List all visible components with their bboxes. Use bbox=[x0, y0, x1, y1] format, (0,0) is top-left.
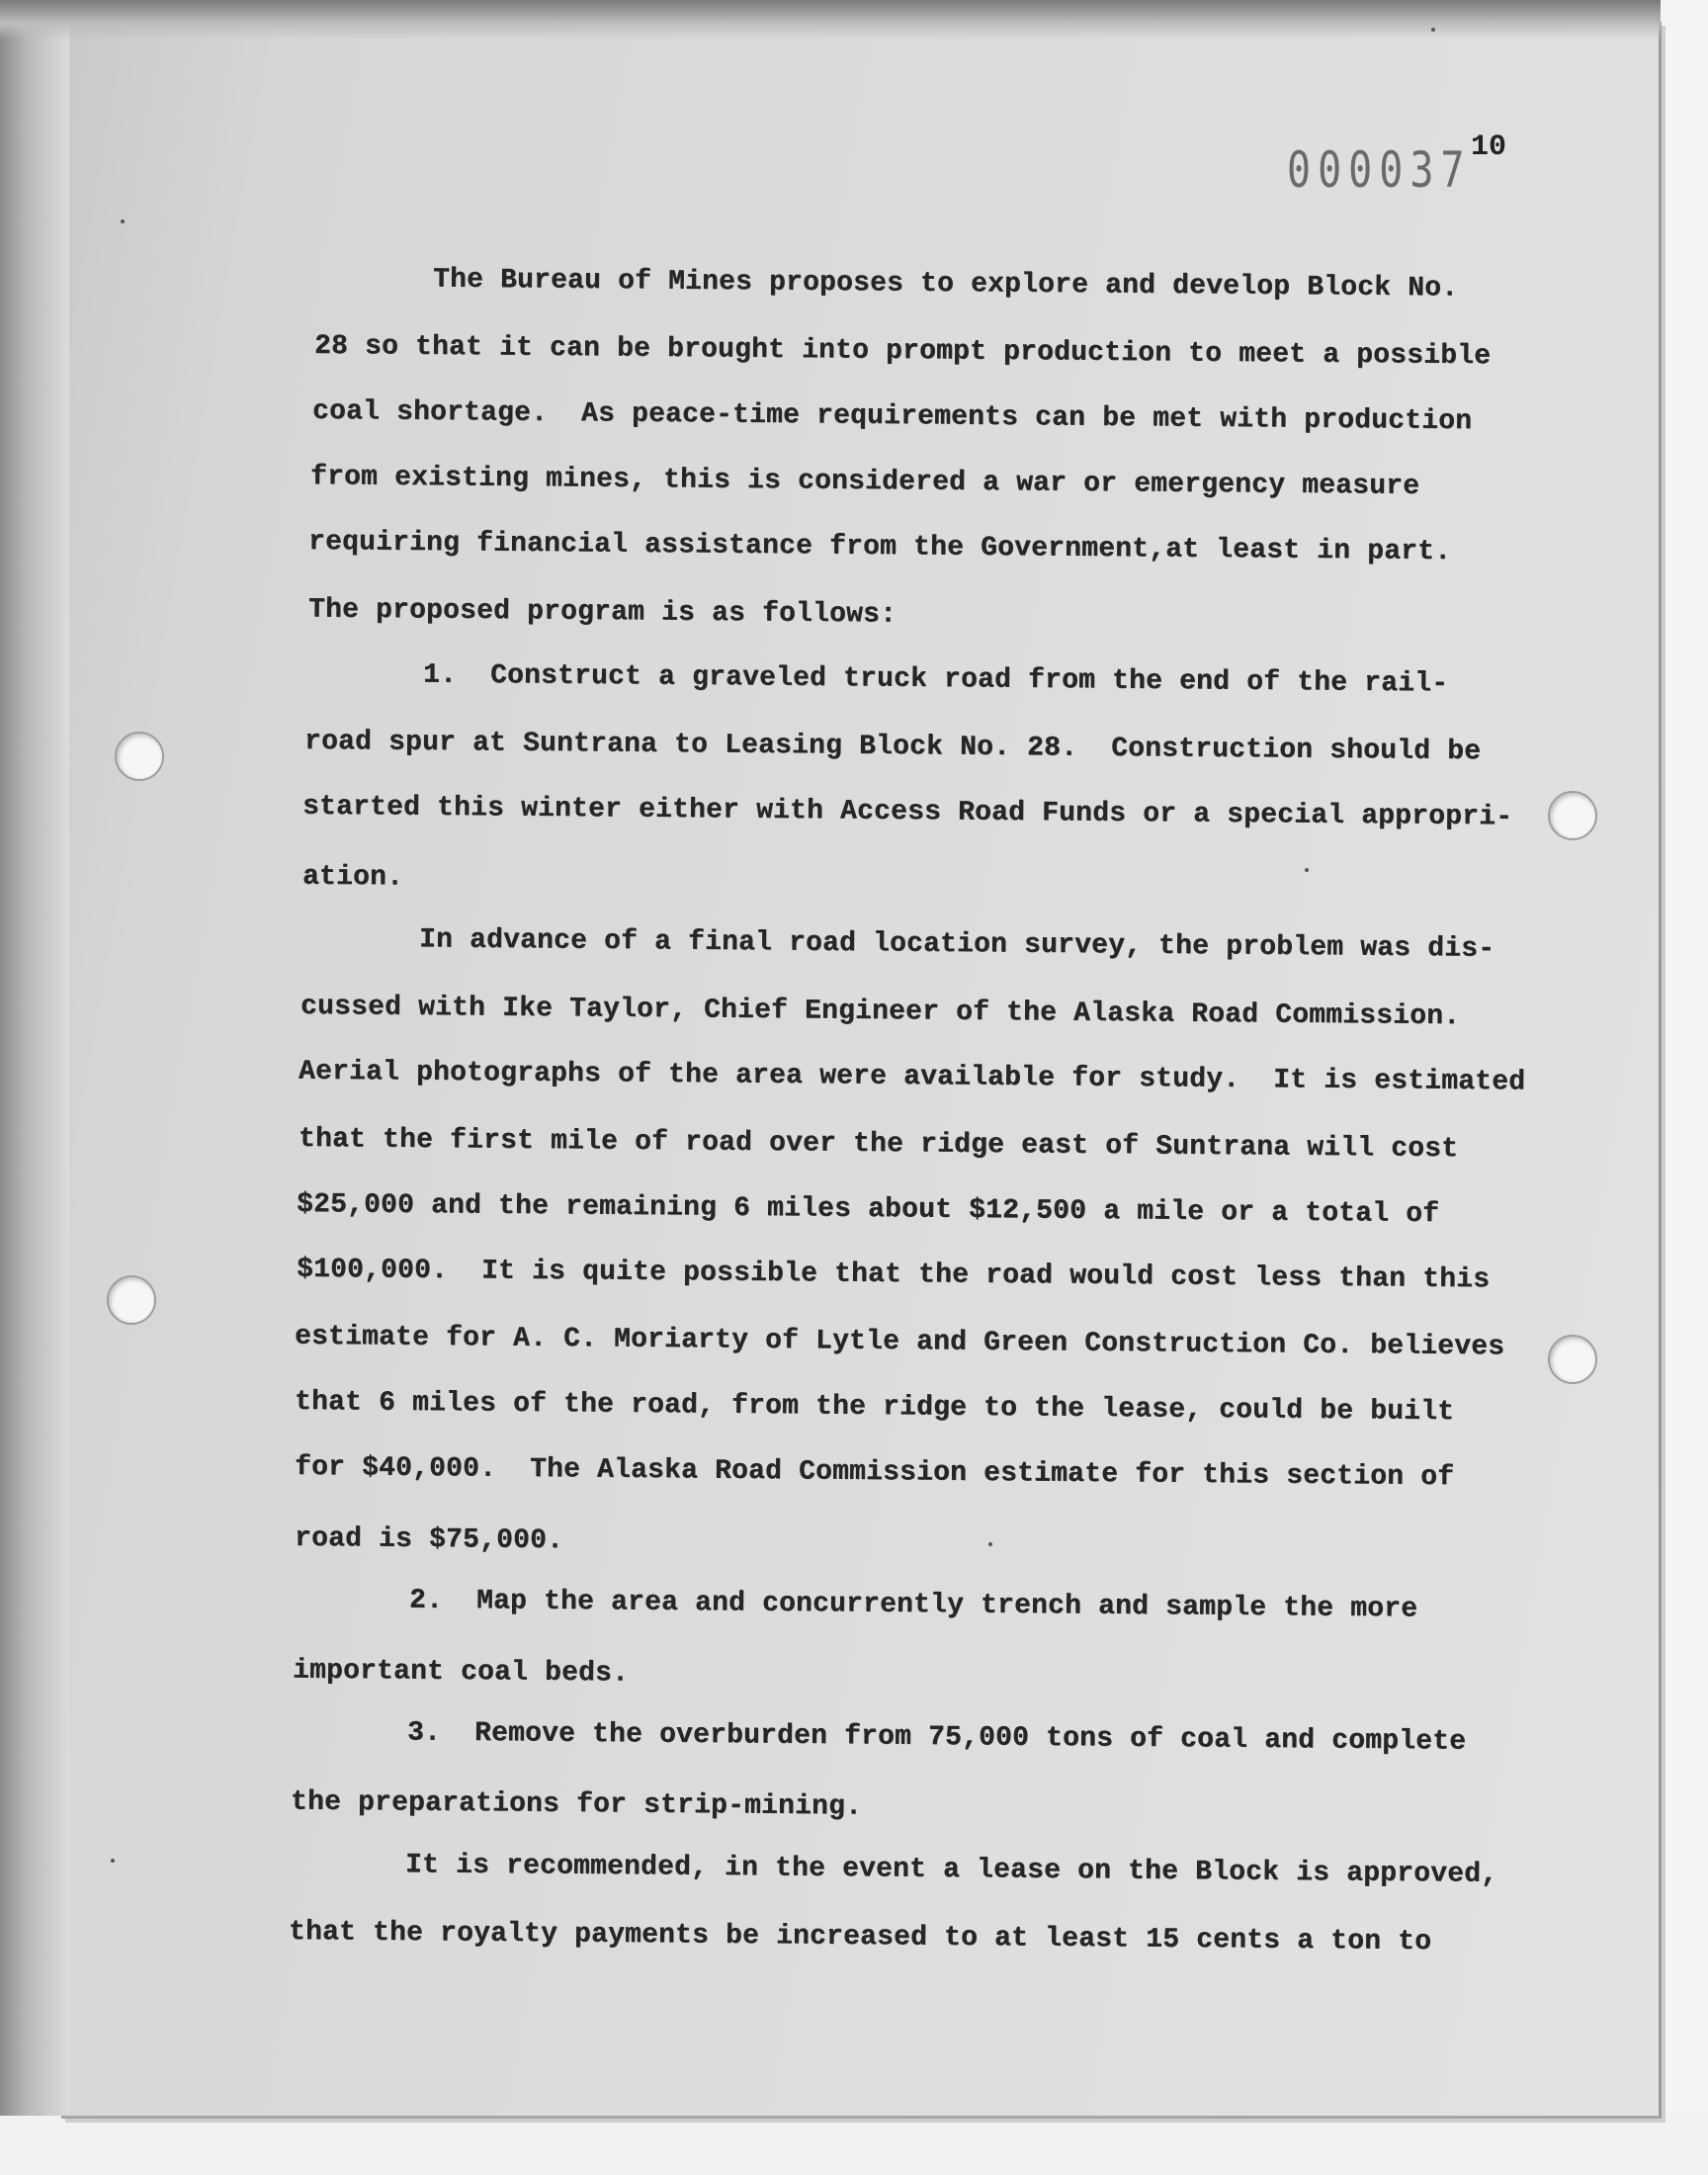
body-line: It is recommended, in the event a lease on the Block is approved, bbox=[404, 1850, 1498, 1890]
body-line: Aerial photographs of the area were available for study. It is estimated bbox=[298, 1056, 1526, 1098]
body-line: road is $75,000. bbox=[294, 1522, 564, 1557]
body-line: that the royalty payments be increased to at least 15 cents a ton to bbox=[288, 1916, 1432, 1958]
body-line: important coal beds. bbox=[292, 1655, 630, 1690]
body-line: cussed with Ike Taylor, Chief Engineer of the Alaska Road Commission. bbox=[299, 991, 1461, 1033]
body-line: started this winter either with Access Road Funds or a special appropri- bbox=[301, 791, 1513, 833]
body-line: 2. Map the area and concurrently trench and sample the more bbox=[408, 1585, 1418, 1625]
body-line: estimate for A. C. Moriarty of Lytle and Green Construction Co. believes bbox=[294, 1321, 1505, 1363]
body-line: road spur at Suntrana to Leasing Block No. 28. Construction should be bbox=[303, 726, 1482, 768]
body-line: 28 so that it can be brought into prompt production to meet a possible bbox=[313, 330, 1492, 373]
body-line: requiring financial assistance from the Government,at least in part. bbox=[307, 526, 1452, 568]
body-line: $25,000 and the remaining 6 miles about $12,500 a mile or a total of bbox=[296, 1188, 1440, 1231]
body-line: ation. bbox=[301, 861, 404, 894]
body-line: 3. Remove the overburden from 75,000 tons of coal and complete bbox=[406, 1717, 1467, 1758]
body-line: The proposed program is as follows: bbox=[307, 594, 897, 631]
scan-background-bottom bbox=[0, 2116, 1708, 2175]
body-line: 1. Construct a graveled truck road from the end of the rail- bbox=[422, 659, 1449, 700]
body-line: the preparations for strip-mining. bbox=[290, 1786, 863, 1823]
body-line: that 6 miles of the road, from the ridge to the lease, could be built bbox=[294, 1386, 1455, 1429]
body-line: for $40,000. The Alaska Road Commission estimate for this section of bbox=[294, 1451, 1455, 1494]
body-line: The Bureau of Mines proposes to explore and develop Block No. bbox=[432, 264, 1459, 304]
body-line: from existing mines, this is considered a war or emergency measure bbox=[309, 462, 1420, 502]
body-line: coal shortage. As peace-time requirements can be met with production bbox=[311, 395, 1473, 438]
document-stamp-number: 000037 bbox=[1287, 142, 1472, 200]
body-line: that the first mile of road over the ridge east of Suntrana will cost bbox=[298, 1123, 1459, 1166]
body-line: $100,000. It is quite possible that the road would cost less than this bbox=[296, 1254, 1491, 1296]
page-number: 10 bbox=[1471, 130, 1507, 164]
body-line: In advance of a final road location survey, the problem was dis- bbox=[418, 924, 1495, 965]
